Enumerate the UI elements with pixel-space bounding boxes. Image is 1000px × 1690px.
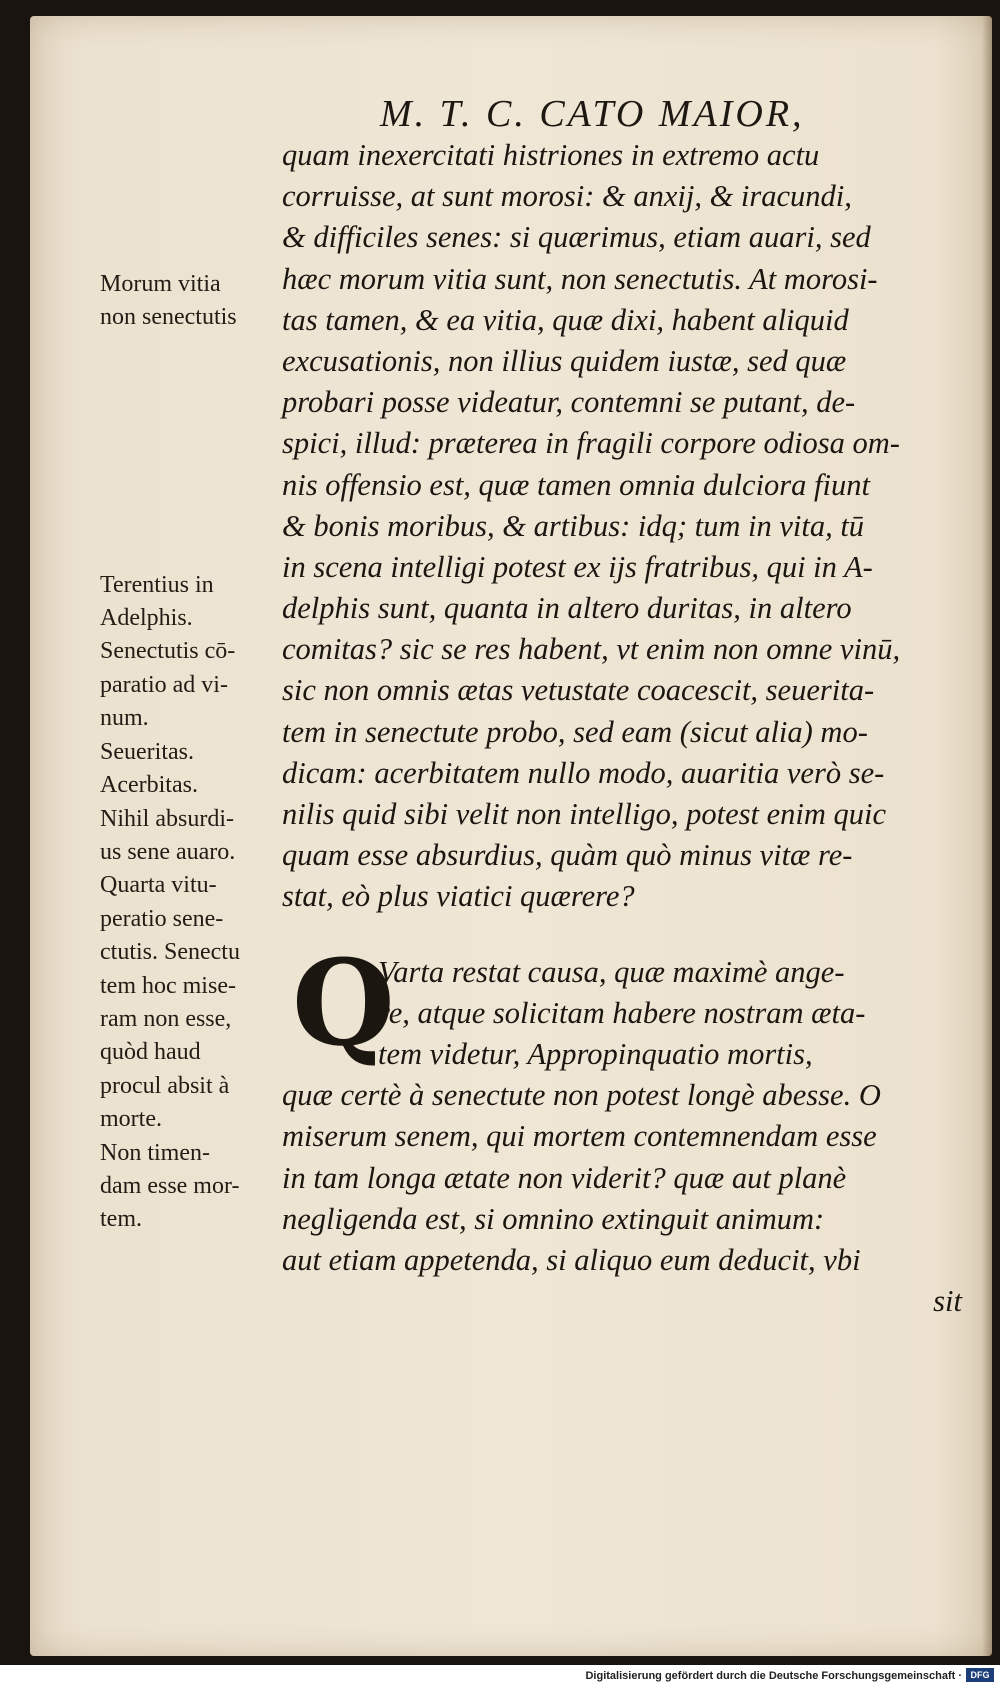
margin-note: peratio sene- <box>100 905 224 932</box>
margin-note <box>100 402 285 435</box>
margin-note: non senectutis <box>100 304 237 331</box>
text-line: quam esse absurdius, quàm quò minus vitæ re- <box>282 838 853 873</box>
text-line: & difficiles senes: si quærimus, etiam auari, sed <box>282 220 871 255</box>
margin-note: num. <box>100 705 149 732</box>
dfg-logo-icon: DFG <box>966 1668 994 1682</box>
marginal-notes <box>100 268 285 1237</box>
text-line: hæc morum vitia sunt, non senectutis. At morosi- <box>282 261 878 296</box>
text-line: tem videtur, Appropinquatio mortis, <box>378 1036 813 1071</box>
margin-note: Nihil absurdi- <box>100 805 234 832</box>
text-line: aut etiam appetenda, si aliquo eum deducit, vbi <box>282 1242 861 1277</box>
text-line: miserum senem, qui mortem contemnendam esse <box>282 1119 877 1154</box>
margin-note: dam esse mor- <box>100 1172 240 1199</box>
page-edge-shadow <box>982 16 992 1656</box>
margin-note <box>100 368 285 401</box>
margin-note: paratio ad vi- <box>100 671 228 698</box>
text-line: quam inexercitati histriones in extremo actu <box>282 138 820 172</box>
margin-note: Acerbitas. <box>100 772 198 799</box>
text-line: Varta restat causa, quæ maximè ange- <box>378 954 845 989</box>
text-line: corruisse, at sunt morosi: & anxij, & iracundi, <box>282 179 852 214</box>
margin-note <box>100 468 285 501</box>
text-line: quæ certè à senectute non potest longè abesse. O <box>282 1078 881 1113</box>
text-line: dicam: acerbitatem nullo modo, auaritia verò se- <box>282 755 885 790</box>
margin-note: ram non esse, <box>100 1005 232 1032</box>
margin-note: Senectutis cō- <box>100 638 236 665</box>
margin-note: morte. <box>100 1106 162 1133</box>
margin-note: tem hoc mise- <box>100 972 236 999</box>
text-line: probari posse videatur, contemni se putant, de- <box>282 385 856 420</box>
text-line: sic non omnis ætas vetustate coacescit, seuerita- <box>282 673 875 708</box>
text-line: in scena intelligi potest ex ijs fratribus, qui in A- <box>282 549 873 584</box>
margin-note: quòd haud <box>100 1039 201 1066</box>
text-line: re, atque solicitam habere nostram æta- <box>378 995 866 1030</box>
text-line: nilis quid sibi velit non intelligo, potest enim quic <box>282 797 887 831</box>
margin-note: Quarta vitu- <box>100 872 217 899</box>
margin-note: tem. <box>100 1206 142 1233</box>
main-text-block <box>282 135 962 1322</box>
margin-note: Adelphis. <box>100 605 193 632</box>
margin-note <box>100 535 285 568</box>
margin-note: ctutis. Senectu <box>100 939 240 966</box>
margin-note <box>100 435 285 468</box>
text-line: stat, eò plus viatici quærere? <box>282 879 635 914</box>
margin-note <box>100 502 285 535</box>
margin-note: Morum vitia <box>100 271 221 297</box>
margin-note: us sene auaro. <box>100 838 236 865</box>
margin-note: Terentius in <box>100 571 214 598</box>
footer-credit: Digitalisierung gefördert durch die Deutsche Forschungsgemeinschaft · <box>585 1670 962 1682</box>
margin-note: Non timen- <box>100 1139 210 1166</box>
text-line: nis offensio est, quæ tamen omnia dulciora fiunt <box>282 467 870 502</box>
margin-note: Seueritas. <box>100 738 194 765</box>
text-line: in tam longa ætate non viderit? quæ aut planè <box>282 1160 847 1195</box>
margin-note <box>100 335 285 368</box>
catchword: sit <box>933 1284 962 1319</box>
margin-note: procul absit à <box>100 1072 230 1099</box>
decorated-initial: Q <box>292 933 395 1072</box>
text-line: spici, illud: præterea in fragili corpore odiosa om- <box>282 426 900 461</box>
text-line: & bonis moribus, & artibus: idq; tum in vita, tū <box>282 508 865 543</box>
text-line: tas tamen, & ea vitia, quæ dixi, habent aliquid <box>282 302 849 337</box>
text-line: delphis sunt, quanta in altero duritas, in altero <box>282 591 852 626</box>
text-line: excusationis, non illius quidem iustæ, sed quæ <box>282 343 847 378</box>
text-line: negligenda est, si omnino extinguit animum: <box>282 1201 825 1236</box>
text-line: comitas? sic se res habent, vt enim non omne vinū, <box>282 632 901 667</box>
running-head: M. T. C. CATO MAIOR, <box>380 93 805 135</box>
text-line: tem in senectute probo, sed eam (sicut alia) mo- <box>282 714 868 749</box>
